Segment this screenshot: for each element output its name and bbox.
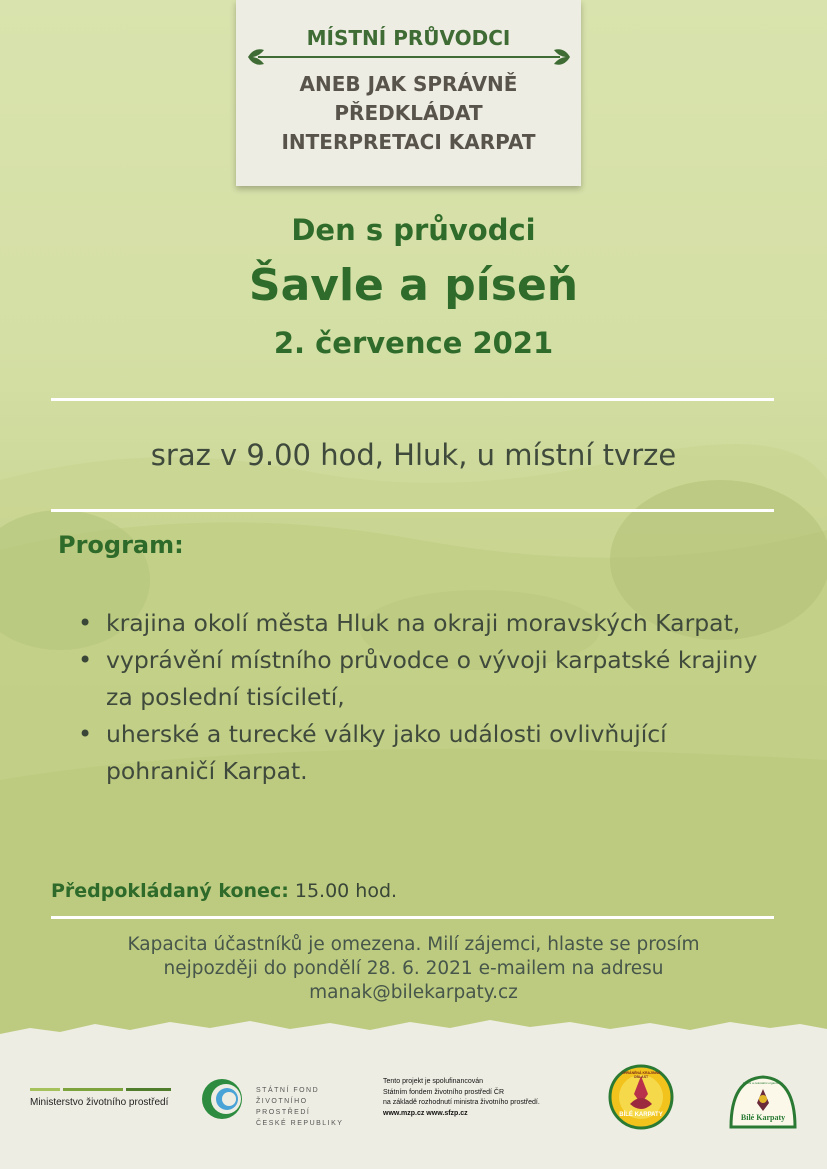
card-subtitle-line-2: PŘEDKLÁDAT [334,101,483,125]
contact-email: manak@bilekarpaty.cz [309,982,518,1003]
divider [51,398,774,401]
card-title: MÍSTNÍ PRŮVODCI [306,26,511,50]
chko-logo [608,1064,674,1130]
title-card [236,0,581,186]
list-item: • vyprávění místního průvodce o vývoji karpatské krajiny za poslední tisíciletí, [78,642,758,716]
sfzp-emblem-icon [200,1077,244,1121]
end-time-value: 15.00 hod. [294,880,398,902]
chko-name: BÍLÉ KARPATY [619,1112,663,1118]
registration-note [0,933,827,1005]
divider [51,509,774,512]
card-subtitle-line-1: ANEB JAK SPRÁVNĚ [299,72,518,96]
event-kind: Den s průvodci [291,213,536,247]
program-heading: Program: [58,531,184,559]
bile-karpaty-ns-logo [727,1073,799,1131]
ministry-logo [30,1088,175,1108]
meeting-info: sraz v 9.00 hod, Hluk, u místní tvrze [150,438,677,472]
end-time [51,880,397,902]
funding-line-1: Tento projekt je spolufinancován [383,1078,484,1085]
funding-statement [383,1077,540,1119]
list-item: • krajina okolí města Hluk na okraji moravských Karpat, [78,605,758,642]
sfzp-logo [200,1077,365,1127]
ns-arc-text: Místní a celostátní organizace [743,1081,783,1085]
sfzp-line-1: STÁTNÍ FOND [256,1087,320,1094]
chko-arc-text: CHRÁNĚNÁ KRAJINNÁ OBLAST [621,1071,661,1079]
ministry-name: Ministerstvo životního prostředí [30,1097,169,1108]
card-subtitle [236,70,581,157]
funding-line-2: Státním fondem životního prostředí ČR [383,1088,504,1096]
sfzp-line-2: ŽIVOTNÍHO PROSTŘEDÍ [256,1098,311,1116]
end-time-label: Předpokládaný konec: [51,880,289,902]
card-subtitle-line-3: INTERPRETACI KARPAT [281,130,536,154]
vine-divider-icon [244,44,574,70]
sfzp-line-3: ČESKÉ REPUBLIKY [256,1120,344,1127]
note-line-2: nejpozději do pondělí 28. 6. 2021 e-mailem na adresu [163,958,664,979]
program-list [78,605,758,790]
note-line-1: Kapacita účastníků je omezena. Milí zájemci, hlaste se prosím [127,934,700,955]
event-date: 2. července 2021 [273,326,554,360]
funding-line-3: na základě rozhodnutí ministra životního prostředí. [383,1099,540,1106]
list-item: • uherské a turecké války jako události ovlivňující pohraničí Karpat. [78,716,758,790]
funding-links: www.mzp.cz www.sfzp.cz [383,1109,468,1117]
event-name: Šavle a píseň [248,260,579,311]
ns-name: Bílé Karpaty [740,1113,786,1122]
divider [51,916,774,919]
